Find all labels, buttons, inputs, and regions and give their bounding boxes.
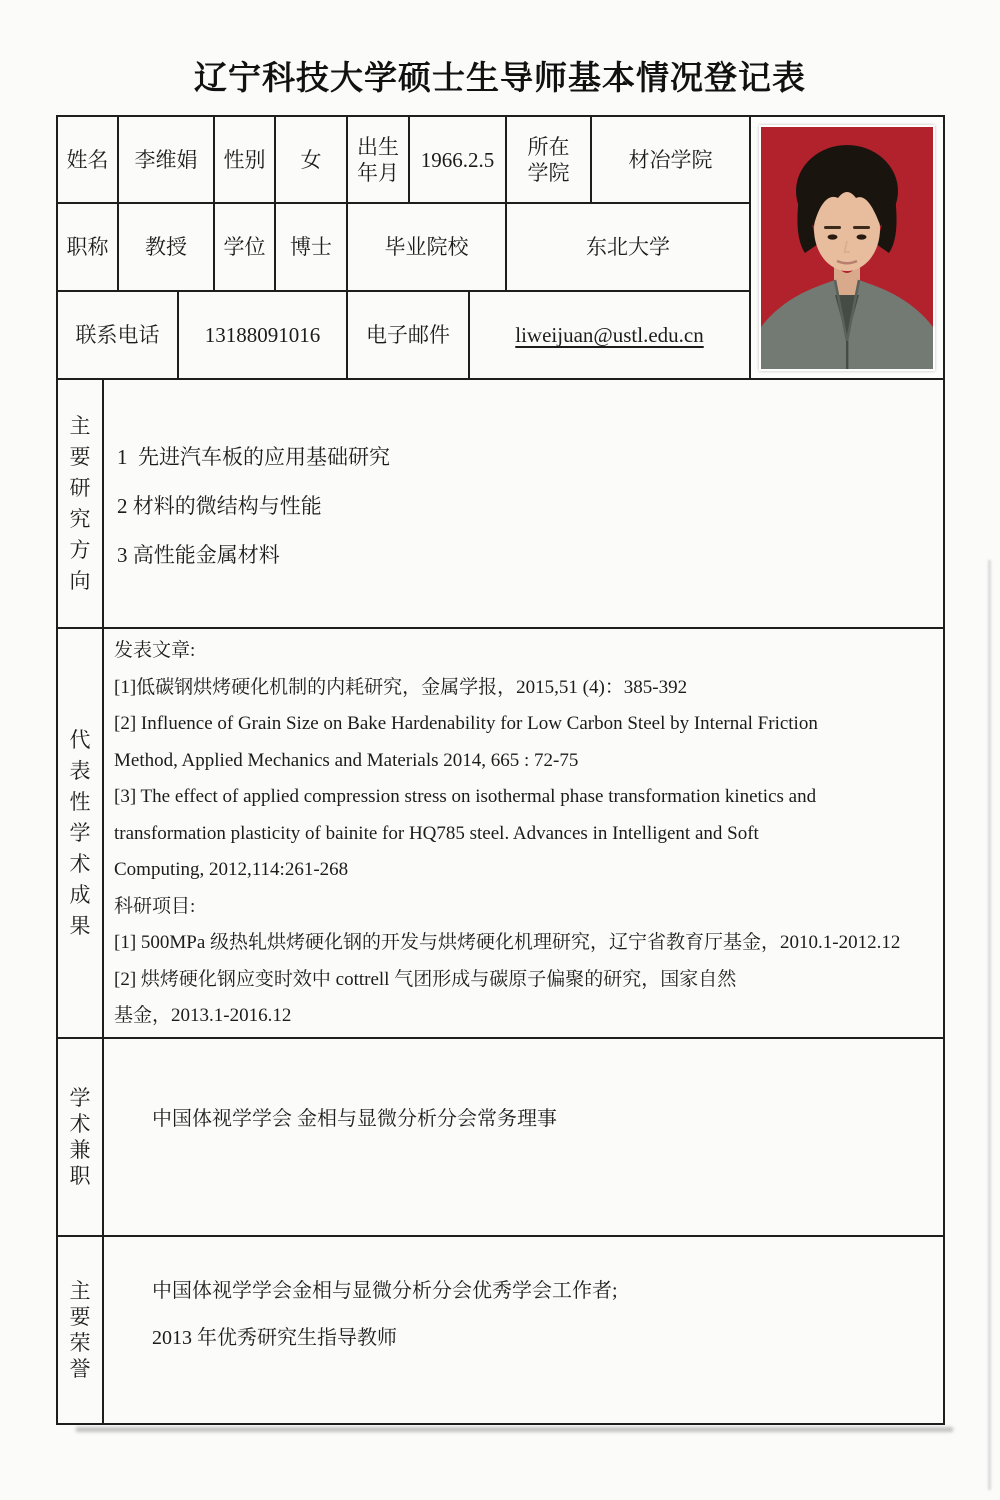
birth-label-cell (348, 117, 410, 202)
job-title-label-cell: 职称 (58, 204, 119, 290)
photo-frame (759, 125, 935, 371)
phone-value-cell: 13188091016 (179, 292, 348, 378)
positions-label-cell (58, 1039, 104, 1235)
name-label-cell: 姓名 (58, 117, 119, 202)
positions-content (104, 1039, 943, 1235)
birth-value-cell: 1966.2.5 (410, 117, 507, 202)
job-title-value-cell: 教授 (119, 204, 215, 290)
phone-label-cell: 联系电话 (58, 292, 179, 378)
text-line: 3 高性能金属材料 (117, 543, 280, 567)
achievements-row (58, 629, 943, 1039)
text-line: 中国体视学学会金相与显微分析分会优秀学会工作者; (152, 1280, 618, 1302)
achievements-content (104, 629, 943, 1037)
gender-value-cell: 女 (276, 117, 348, 202)
text-line: 1 先进汽车板的应用基础研究 (117, 445, 390, 469)
table-row (58, 204, 749, 292)
text-line: Method, Applied Mechanics and Materials 2014, 665 : 72-75 (114, 749, 579, 771)
form-table (56, 115, 945, 1425)
honors-content (104, 1237, 943, 1423)
page-title: 辽宁科技大学硕士生导师基本情况登记表 (194, 61, 806, 97)
suit-button-seam (846, 341, 848, 369)
birth-label: 出生年月 (357, 134, 399, 185)
research-label: 主要研究方向 (69, 413, 91, 593)
text-line: [2] Influence of Grain Size on Bake Hardenability for Low Carbon Steel by Internal Friction (114, 713, 818, 734)
text-line: 基金，2013.1-2016.12 (114, 1005, 292, 1026)
text-line: [1]低碳钢烘烤硬化机制的内耗研究，金属学报，2015,51 (4)：385-392 (114, 676, 688, 698)
achievements-label: 代表性学术成果 (69, 727, 91, 938)
honors-label-cell (58, 1237, 104, 1423)
research-content (104, 380, 943, 627)
positions-label: 学术兼职 (69, 1086, 91, 1188)
eyebrow-left (824, 226, 841, 229)
portrait-photo (761, 127, 933, 369)
degree-value-cell: 博士 (276, 204, 348, 290)
achievements-label-cell (58, 629, 104, 1037)
photo-cell (749, 117, 943, 378)
text-line: [1] 500MPa 级热轧烘烤硬化钢的开发与烘烤硬化机理研究，辽宁省教育厅基金，2010.1-2012.12 (114, 932, 901, 953)
scan-artifact (988, 560, 991, 1490)
name-value-cell: 李维娟 (119, 117, 215, 202)
college-label: 所在学院 (527, 134, 570, 185)
email-label-cell: 电子邮件 (348, 292, 470, 378)
degree-label-cell: 学位 (215, 204, 276, 290)
text-line: [3] The effect of applied compression stress on isothermal phase transformation kinetics and (114, 786, 817, 807)
text-line: transformation plasticity of bainite for HQ785 steel. Advances in Intelligent and Soft (114, 822, 759, 844)
school-label-cell: 毕业院校 (348, 204, 507, 290)
table-row (58, 117, 749, 204)
table-row (58, 292, 749, 378)
honors-row (58, 1237, 943, 1423)
basic-info-section (58, 117, 943, 380)
research-label-cell (58, 380, 104, 627)
text-line: [2] 烘烤硬化钢应变时效中 cottrell 气团形成与碳原子偏聚的研究，国家自然 (114, 968, 737, 990)
college-value-cell: 材冶学院 (628, 147, 713, 172)
text-line: 发表文章: (114, 640, 196, 661)
text-line: 2013 年优秀研究生指导教师 (152, 1327, 397, 1349)
email-value-cell: liweijuan@ustl.edu.cn (515, 323, 704, 347)
college-label-cell (507, 117, 592, 202)
eyebrow-right (853, 226, 870, 229)
text-line: 科研项目: (114, 895, 196, 917)
research-directions-row (58, 380, 943, 629)
eye-right (857, 234, 867, 239)
basic-info-grid (58, 117, 749, 378)
text-line: 2 材料的微结构与性能 (117, 494, 322, 518)
gender-label-cell: 性别 (215, 117, 276, 202)
text-line: 中国体视学学会 金相与显微分析分会常务理事 (152, 1108, 557, 1130)
eye-left (828, 234, 838, 239)
academic-positions-row (58, 1039, 943, 1237)
school-value-cell: 东北大学 (586, 235, 670, 259)
honors-label: 主要荣誉 (69, 1279, 91, 1381)
text-line: Computing, 2012,114:261-268 (114, 859, 349, 880)
